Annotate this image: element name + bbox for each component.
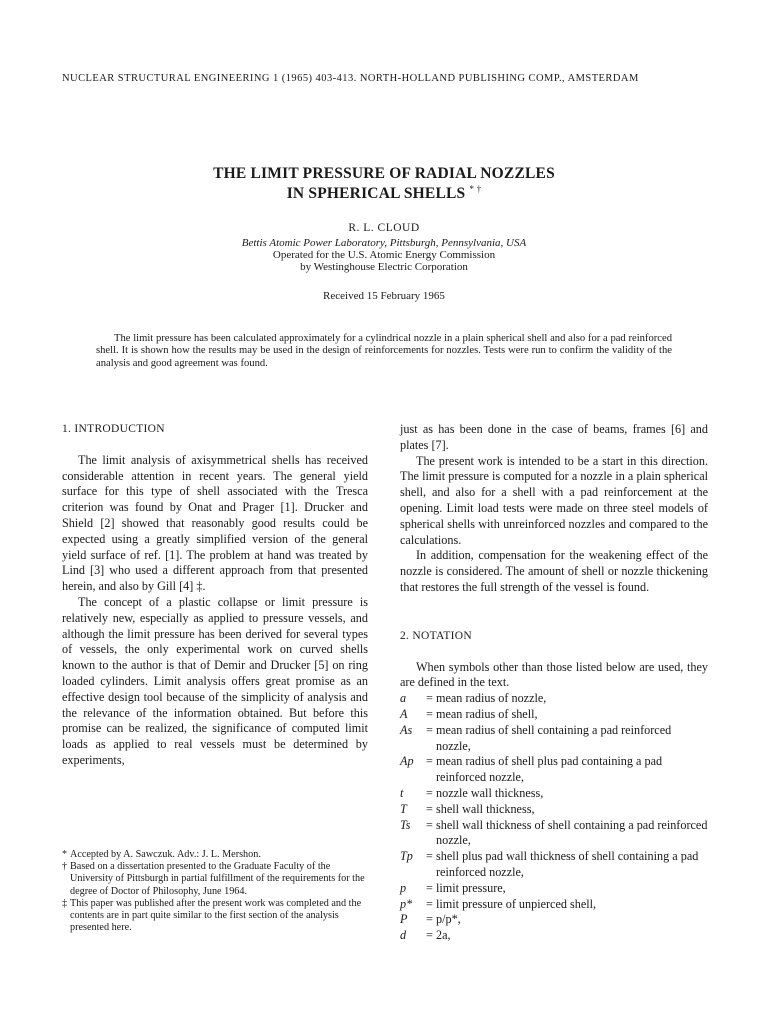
notation-definition: limit pressure, (436, 880, 506, 895)
notation-equals: = (426, 817, 433, 832)
notation-equals: = (426, 801, 433, 816)
notation-equals: = (426, 928, 433, 943)
intro-paragraph-2-continued: just as has been done in the case of beams, frames [6] and plates [7]. (400, 422, 708, 452)
notation-equals: = (426, 896, 433, 911)
operated-line-2: by Westinghouse Electric Corporation (300, 261, 468, 273)
paper-title-line-2-text: IN SPHERICAL SHELLS (286, 185, 466, 203)
notation-symbol: t (400, 785, 404, 800)
notation-equals: = (426, 849, 433, 864)
section-heading-introduction: 1. INTRODUCTION (62, 423, 165, 435)
notation-definition: mean radius of shell plus pad containing a pad reinforced nozzle, (436, 754, 663, 785)
footnotes (62, 849, 370, 934)
notation-symbol: A (400, 706, 408, 721)
notation-definition: p/p*, (436, 912, 461, 927)
notation-symbol: As (400, 722, 413, 737)
notation-item (400, 928, 708, 944)
author: R. L. CLOUD (348, 222, 420, 234)
notation-equals: = (426, 912, 433, 927)
footnote-mark: * (62, 849, 68, 860)
footnote (62, 898, 370, 935)
notation-item (400, 691, 708, 707)
footnote-mark: † (62, 861, 68, 873)
notation-item (400, 912, 708, 928)
paper-title-line-2 (0, 184, 768, 203)
notation-item (400, 754, 708, 786)
notation-list (400, 691, 708, 944)
intro-paragraph-4: In addition, compensation for the weakening effect of the nozzle is considered. The amount of shell or nozzle thickening that restores the full strength of the vessel is found. (400, 548, 708, 594)
footnote-text: This paper was published after the present work was completed and the contents are in part quite similar to the first section of the analysis presented here. (70, 897, 362, 934)
notation-item (400, 818, 708, 850)
footnote (62, 861, 370, 898)
notation-definition: limit pressure of unpierced shell, (436, 896, 597, 911)
notation-item (400, 802, 708, 818)
intro-paragraph-2: The concept of a plastic collapse or limit pressure is relatively new, especially as applied to pressure vessels, and although the limit pressure has been derived for several types of vessels, the only experimental work on curved shells known to the author is that of Demir and Drucker [5] on ring loaded cylinders. Limit analysis offers great promise as an effective design tool because of the simplicity of analysis and the relevance of the information obtained. But before this promise can be realized, the significance of computed limit loads as applied to real vessels must be determined by experiments, (62, 594, 368, 767)
notation-definition: 2a, (436, 928, 451, 943)
journal-header: NUCLEAR STRUCTURAL ENGINEERING 1 (1965) 403-413. NORTH-HOLLAND PUBLISHING COMP., AMSTERDAM (62, 73, 639, 84)
notation-symbol: a (400, 691, 407, 706)
abstract (96, 333, 672, 370)
notation-symbol: p (400, 880, 407, 895)
notation-symbol: d (400, 928, 407, 943)
notation-definition: nozzle wall thickness, (436, 785, 544, 800)
notation-equals: = (426, 880, 433, 895)
left-column (62, 422, 368, 769)
footnote (62, 849, 370, 861)
abstract-text: The limit pressure has been calculated approximately for a cylindrical nozzle in a plain spherical shell and also for a pad reinforced shell. It is shown how the results may be used in the design of reinforcements for nozzles. Tests were run to confirm the validity of the analysis and good agreement was found. (96, 333, 672, 369)
right-column (400, 422, 708, 944)
notation-definition: mean radius of shell, (436, 706, 538, 721)
received-date: Received 15 February 1965 (323, 290, 445, 302)
intro-paragraph-3: The present work is intended to be a start in this direction. The limit pressure is computed for a nozzle in a plain spherical shell, and also for a shell with a pad reinforcement at the opening. Limit load tests were made on three steel models of spherical shells with unreinforced nozzles and compared to the calculations. (400, 453, 708, 547)
paper-title-line-1: THE LIMIT PRESSURE OF RADIAL NOZZLES (213, 165, 555, 182)
notation-definition: shell wall thickness, (436, 801, 535, 816)
notation-symbol: Tp (400, 849, 413, 864)
notation-definition: mean radius of shell containing a pad reinforced nozzle, (436, 722, 672, 753)
notation-symbol: p* (400, 896, 413, 911)
notation-item (400, 723, 708, 755)
notation-item (400, 881, 708, 897)
affiliation: Bettis Atomic Power Laboratory, Pittsburgh, Pennsylvania, USA (241, 237, 527, 249)
footnote-mark: ‡ (62, 897, 68, 909)
notation-item (400, 707, 708, 723)
intro-paragraph-1: The limit analysis of axisymmetrical shells has received considerable attention in recent years. The general yield surface for this type of shell associated with the Tresca criterion was found by Onat and Prager [1]. Drucker and Shield [2] showed that reasonably good results could be expected using a greatly simplified version of the general yield surface of ref. [1]. The problem at hand was treated by Lind [3] who used a different approach from that presented herein, and also by Gill [4] ‡. (62, 452, 368, 594)
notation-item (400, 849, 708, 881)
footnote-text: Based on a dissertation presented to the Graduate Faculty of the University of Pittsburgh in partial fulfillment of the requirements for the degree of Doctor of Philosophy, June 1964. (70, 861, 365, 897)
notation-definition: shell wall thickness of shell containing a pad reinforced nozzle, (436, 817, 708, 848)
notation-equals: = (426, 785, 433, 800)
notation-symbol: T (400, 801, 407, 816)
notation-item (400, 786, 708, 802)
notation-equals: = (426, 691, 433, 706)
notation-definition: shell plus pad wall thickness of shell containing a pad reinforced nozzle, (436, 849, 699, 879)
notation-intro: When symbols other than those listed below are used, they are defined in the text. (400, 659, 708, 690)
section-heading-notation: 2. NOTATION (400, 629, 473, 642)
operated-line-1: Operated for the U.S. Atomic Energy Commission (272, 249, 496, 261)
notation-equals: = (426, 706, 433, 721)
notation-equals: = (426, 722, 433, 737)
notation-symbol: P (400, 912, 408, 927)
notation-definition: mean radius of nozzle, (436, 691, 547, 706)
notation-item (400, 897, 708, 913)
notation-symbol: Ap (400, 754, 414, 769)
notation-symbol: Ts (400, 817, 411, 832)
title-footnote-marks: * † (469, 184, 482, 194)
notation-equals: = (426, 754, 433, 769)
footnote-text: Accepted by A. Sawczuk. Adv.: J. L. Mershon. (70, 849, 261, 860)
